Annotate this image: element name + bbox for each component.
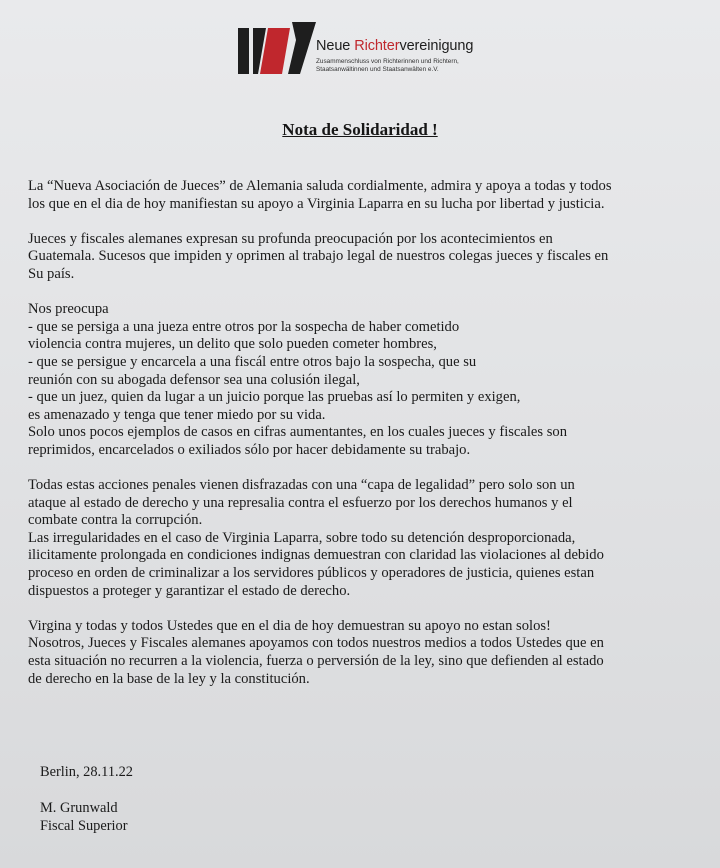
logo-v-right [288, 22, 316, 74]
letter-body [28, 178, 708, 706]
subtitle-line: Zusammenschluss von Richterinnen und Richtern, [316, 58, 459, 65]
signer-name: M. Grunwald [40, 800, 118, 816]
paragraph-examples: Nos preocupa - que se persiga a una jueza entre otros por la sospecha de haber cometido violencia contra mujeres, un delito que solo pueden cometer hombres, - que se persigue y encarcela a una fiscál entre otros bajo la sospecha, que su reunión con su abogada defensor sea una colusión ilegal, - que un juez, quien da lugar a un juicio porque las pruebas así lo permiten y exigen, es amenazado y tenga que tener miedo por su vida. Solo unos pocos ejemplos de casos en cifras aumentantes, en los cuales jueces y fiscales son reprimidos, encarcelados o exiliados sólo por hacer debidamente su trabajo. [28, 301, 568, 458]
signer-title: Fiscal Superior [40, 818, 128, 834]
subtitle-line: Staatsanwältinnen und Staatsanwälten e.V. [316, 66, 439, 73]
paragraph-legality: Todas estas acciones penales vienen disfrazadas con una “capa de legalidad” pero solo son un ataque al estado de derecho y una represalia contra el esfuerzo por los derechos humanos y el combate contra la corrupción. Las irregularidades en el caso de Virginia Laparra, sobre todo su detención desproporcionada, ilicitamente prolongada en condiciones indignas demuestran con claridad las violaciones al debido proceso en orden de criminalizar a los servidores públicos y operadores de justicia, quienes estan dispuestos a proteger y garantizar el estado de derecho. [28, 477, 604, 599]
paragraph-concern: Jueces y fiscales alemanes expresan su profunda preocupación por los acontecimientos en Guatemala. Sucesos que impiden y oprimen al trabajo legal de nuestros colegas jueces y fiscales en Su país. [28, 230, 609, 282]
date-line: Berlin, 28.11.22 [40, 764, 133, 780]
document-title: Nota de Solidaridad ! [282, 120, 438, 139]
organization-name: Neue Richtervereinigung [316, 38, 474, 54]
organization-subtitle [316, 58, 459, 74]
paragraph-support: Virgina y todas y todos Ustedes que en el dia de hoy demuestran su apoyo no estan solos! Nosotros, Jueces y Fiscales alemanes apoyamos con todos nuestros medios a todos Ustedes que en esta situación no recurren a la violencia, fuerza o perversión de la ley, sino que defienden al estado de derecho en la base de la ley y la constitución. [28, 617, 604, 687]
paragraph-greeting: La “Nueva Asociación de Jueces” de Alemania saluda cordialmente, admira y apoya a todas y todos los que en el dia de hoy manifiestan su apoyo a Virginia Laparra en su lucha por libertad y justicia. [28, 178, 612, 212]
logo-bar-left [238, 28, 249, 74]
organization-logo [238, 20, 316, 76]
